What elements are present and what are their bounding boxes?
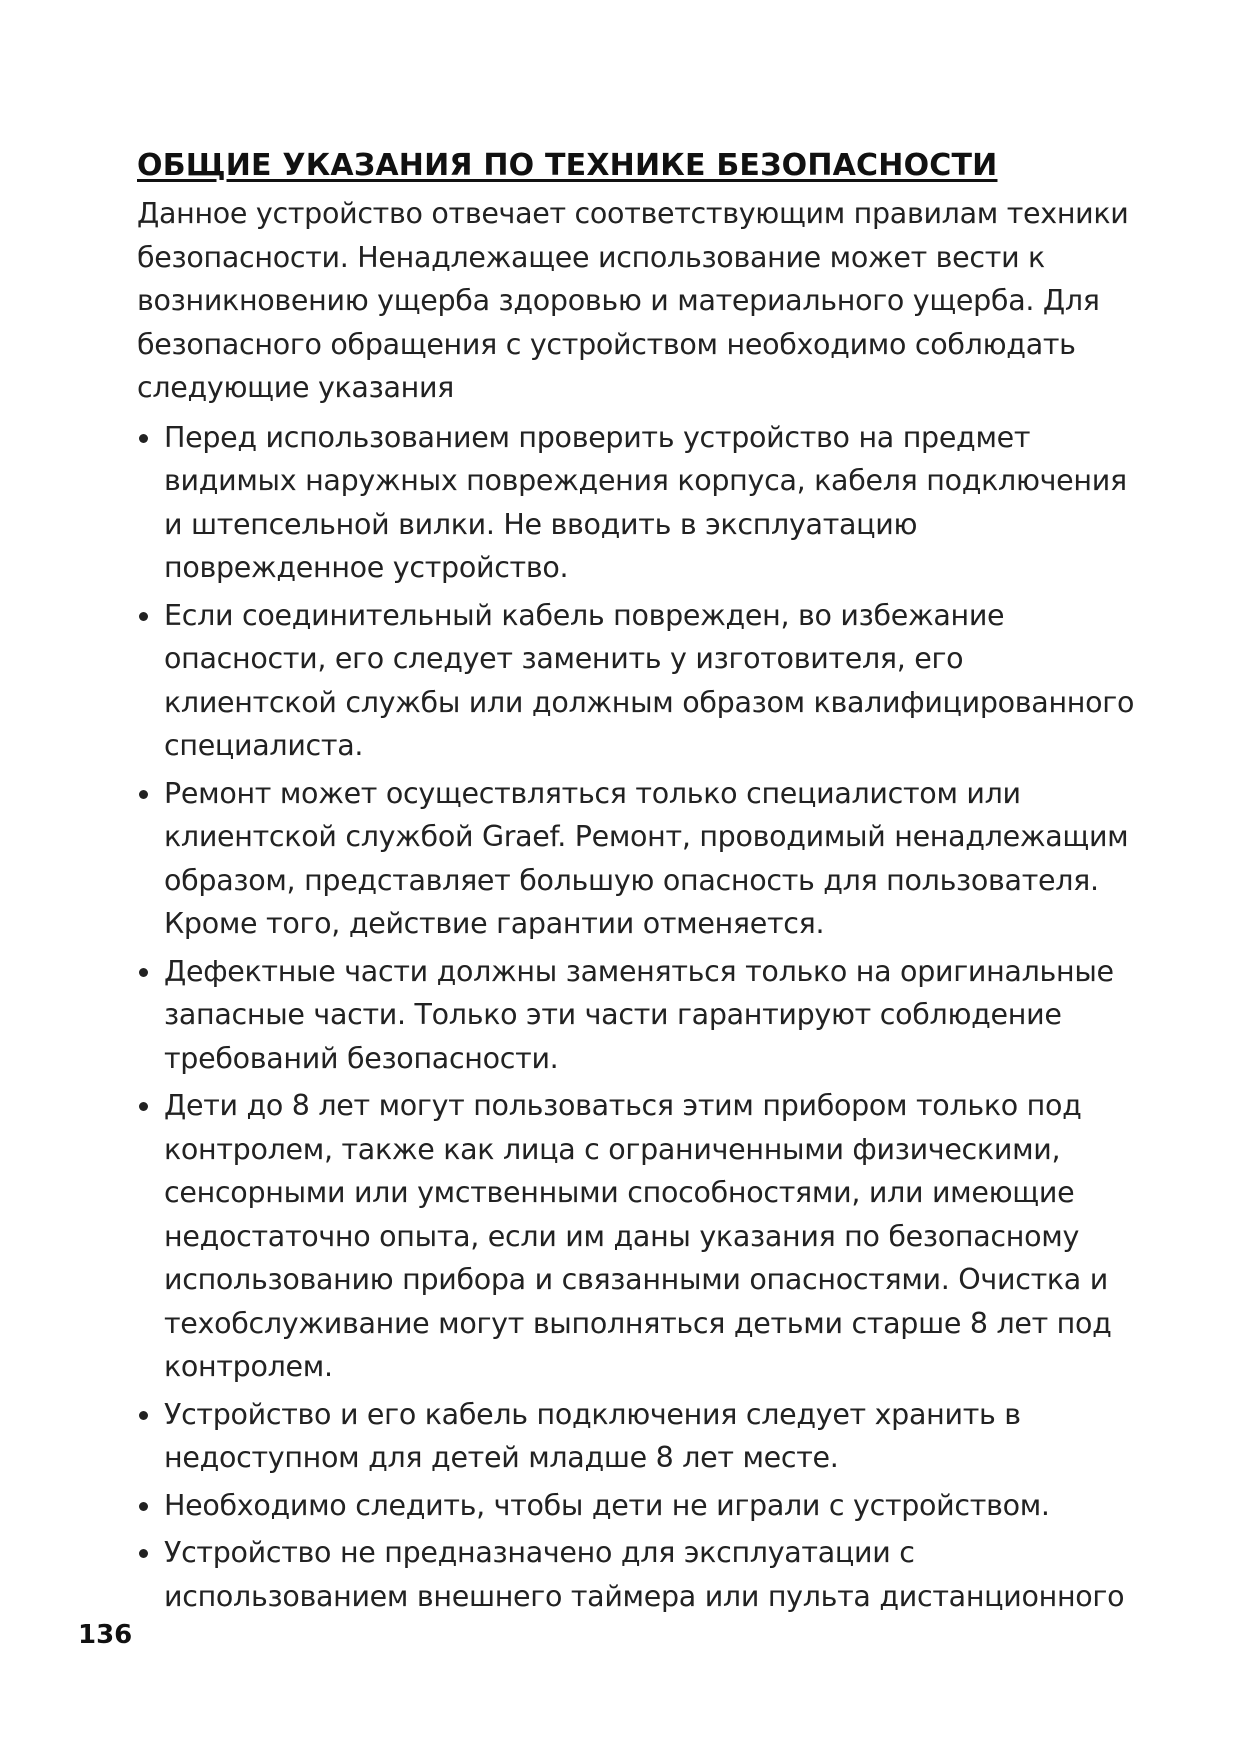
bullet-icon: [139, 1549, 148, 1558]
list-item: [137, 950, 1137, 1081]
bullet-icon: [139, 1102, 148, 1111]
bullet-icon: [139, 612, 148, 621]
list-item-text: Дети до 8 лет могут пользоваться этим прибором только под контролем, также как лица с ограниченными физическими, сенсорными или умственными способностями, или имеющие недостаточно опыта, если им даны указания по безопасному использованию прибора и связанными опасностями. Очистка и техобслуживание могут выполняться детьми старше 8 лет под контролем.: [164, 1089, 1112, 1383]
bullet-icon: [139, 1411, 148, 1420]
list-item-text: Необходимо следить, чтобы дети не играли с устройством.: [164, 1488, 1050, 1522]
page-number: 136: [78, 1620, 133, 1650]
list-item-text: Если соединительный кабель поврежден, во избежание опасности, его следует заменить у изготовителя, его клиентской службы или должным образом квалифицированного специалиста.: [164, 598, 1135, 762]
list-item: [137, 594, 1137, 768]
intro-paragraph: Данное устройство отвечает соответствующим правилам техники безопасности. Ненадлежащее использование может вести к возникновению ущерба здоровью и материального ущерба. Для безопасного обращения с устройством необходимо соблюдать следующие указания: [137, 197, 1129, 404]
list-item-text: Дефектные части должны заменяться только на оригинальные запасные части. Только эти части гарантируют соблюдение требований безопасности.: [164, 954, 1114, 1075]
section-heading: ОБЩИЕ УКАЗАНИЯ ПО ТЕХНИКЕ БЕЗОПАСНОСТИ: [137, 148, 998, 183]
safety-section: [137, 146, 1137, 1622]
list-item: [137, 416, 1137, 590]
list-item: [137, 772, 1137, 946]
list-item-text: Ремонт может осуществляться только специалистом или клиентской службой Graef. Ремонт, проводимый ненадлежащим образом, представляет большую опасность для пользователя. Кроме того, действие гарантии отменяется.: [164, 776, 1129, 940]
safety-list: [137, 416, 1137, 1619]
bullet-icon: [139, 790, 148, 799]
list-item: [137, 1084, 1137, 1389]
bullet-icon: [139, 968, 148, 977]
list-item-text: Устройство не предназначено для эксплуатации с использованием внешнего таймера или пульта дистанционного: [164, 1536, 1125, 1613]
list-item: [137, 1484, 1137, 1528]
bullet-icon: [139, 1502, 148, 1511]
list-item: [137, 1393, 1137, 1480]
list-item-text: Устройство и его кабель подключения следует хранить в недоступном для детей младше 8 лет месте.: [164, 1397, 1021, 1474]
bullet-icon: [139, 434, 148, 443]
list-item-text: Перед использованием проверить устройство на предмет видимых наружных повреждения корпуса, кабеля подключения и штепсельной вилки. Не вводить в эксплуатацию поврежденное устройство.: [164, 420, 1127, 584]
list-item: [137, 1531, 1137, 1618]
